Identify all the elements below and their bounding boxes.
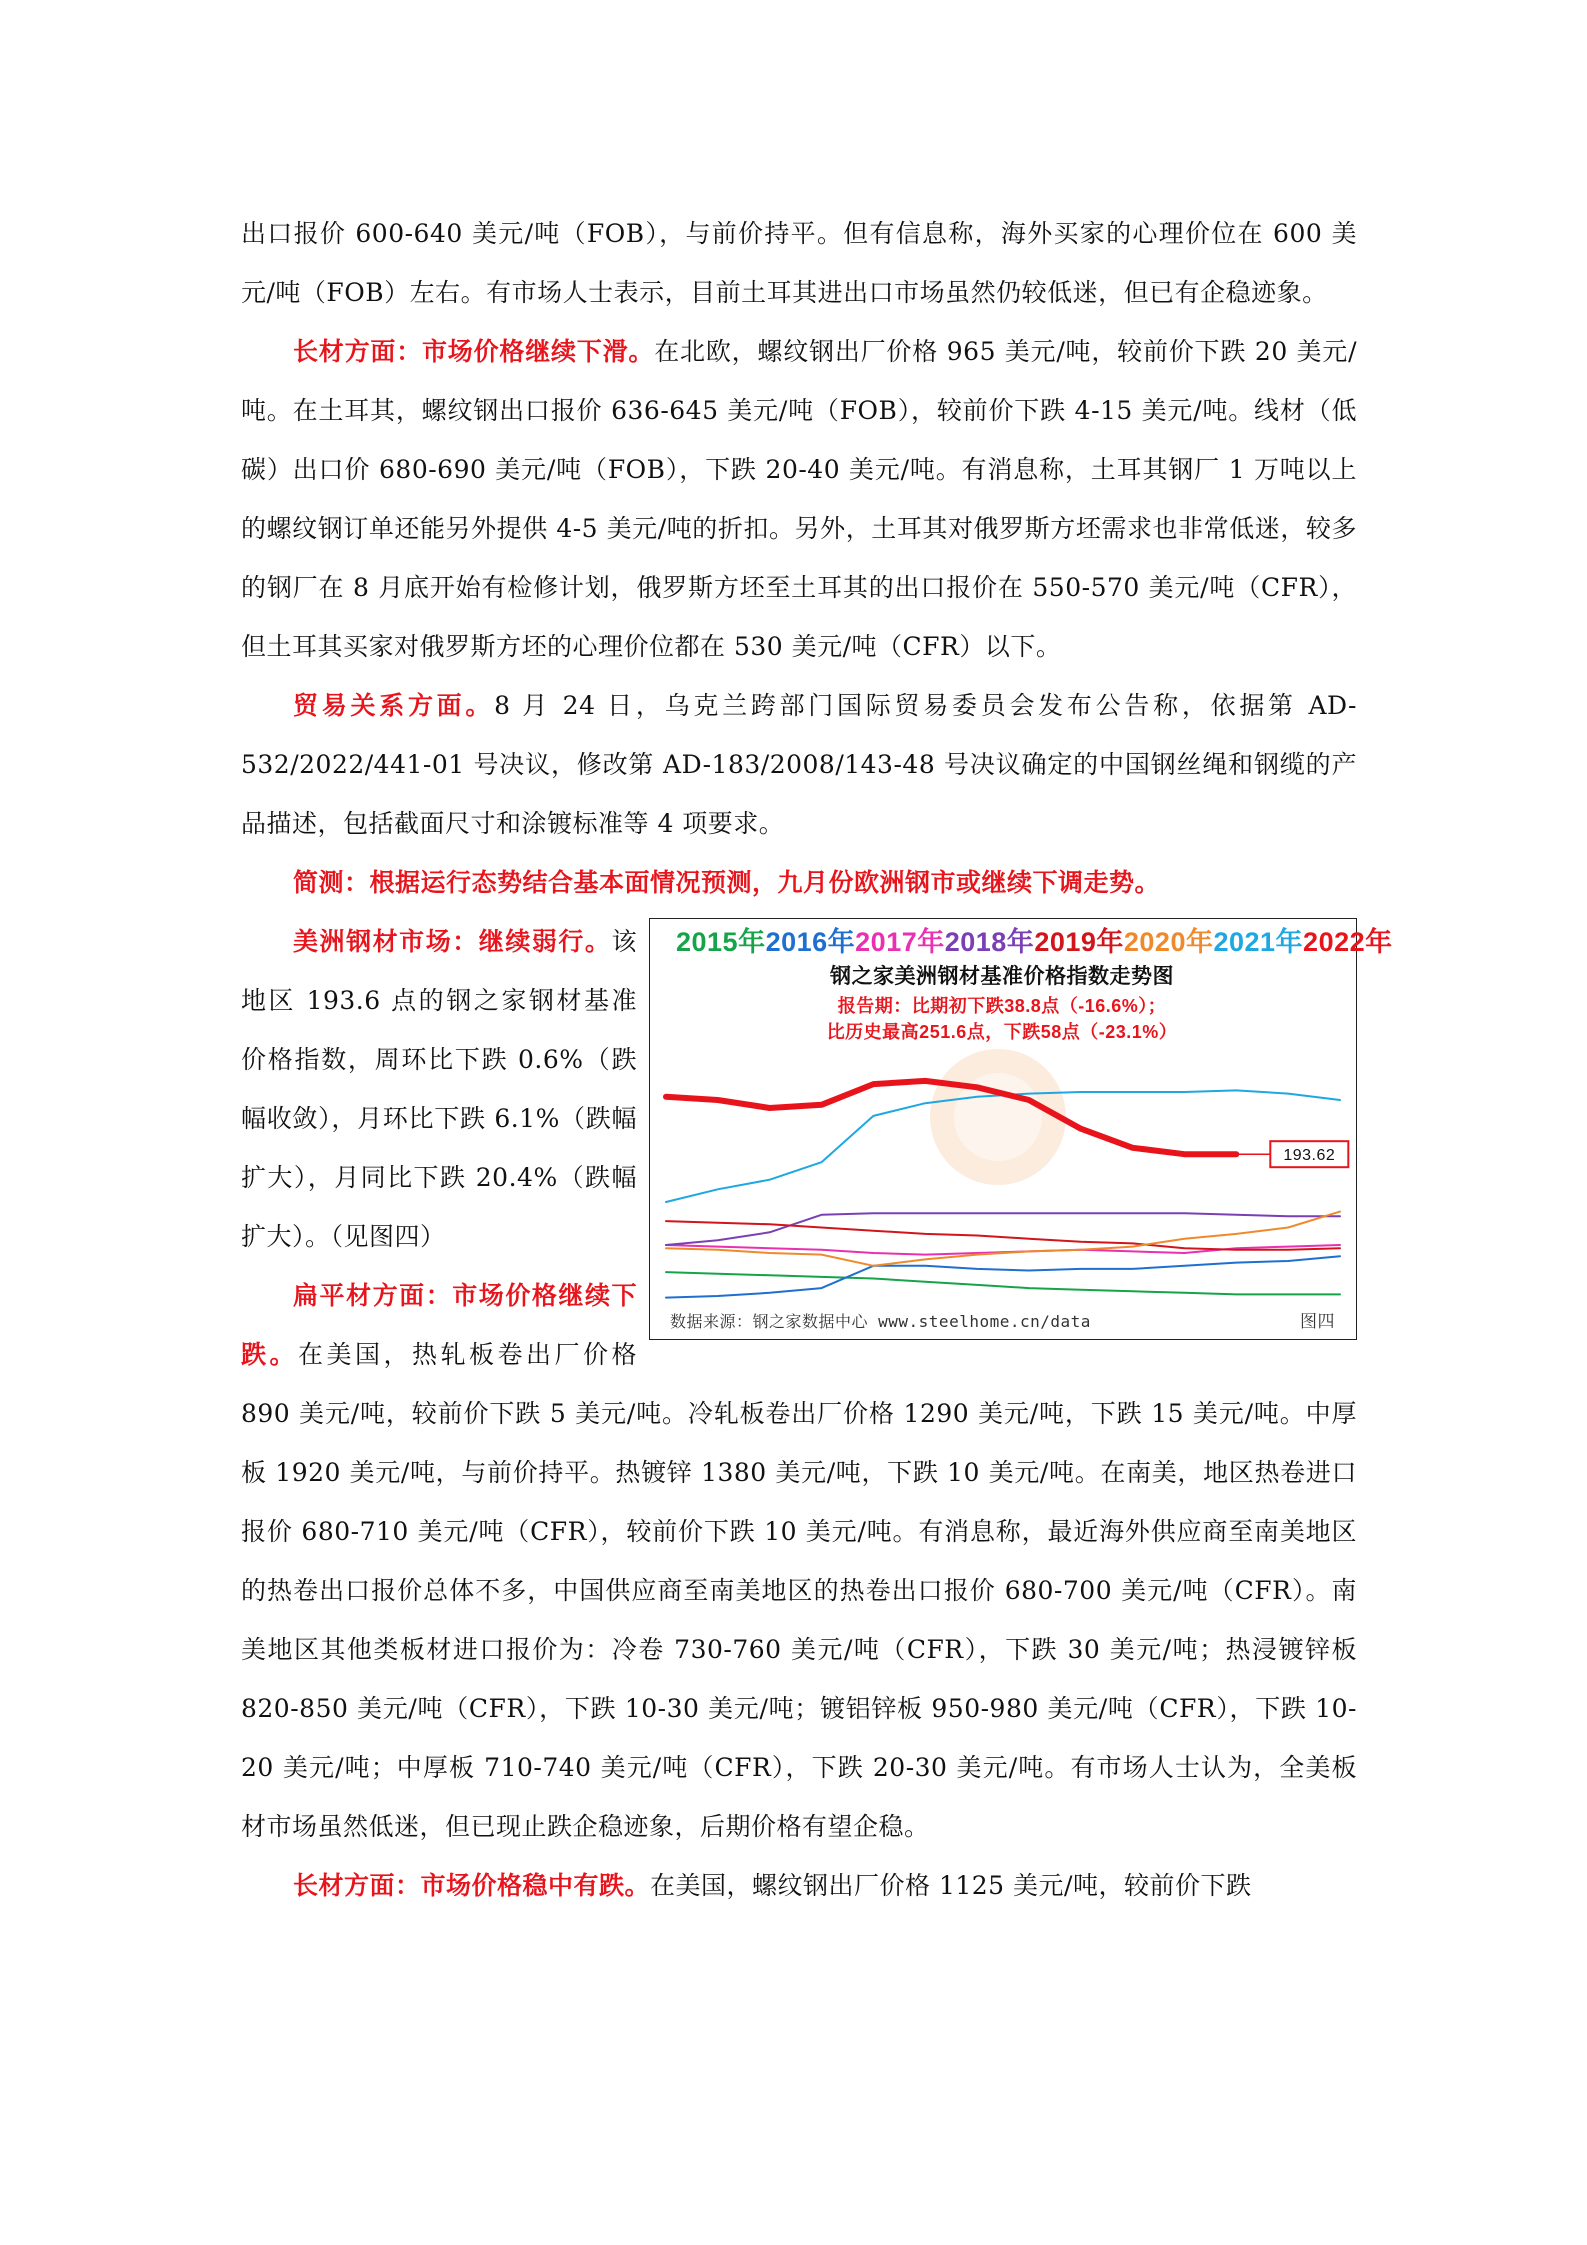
document-body [241,204,1393,1915]
paragraph-text: 在美国，螺纹钢出厂价格 1125 美元/吨，较前价下跌 [650,1871,1252,1900]
legend-2018: 2018年 [944,927,1035,957]
legend-2020: 2020年 [1123,927,1214,957]
paragraph [241,853,1357,912]
section-heading: 扁平材方面：市场价格继续下跌。 [241,1281,637,1369]
legend-2021: 2021年 [1213,927,1304,957]
paragraph-text: 8 月 24 日，乌克兰跨部门国际贸易委员会发布公告称，依据第 AD-532/2022/441-01 号决议，修改第 AD-183/2008/143-48 号决议确定的中国钢丝绳和钢缆的产品描述，包括截面尺寸和涂镀标准等 4 项要求。 [241,691,1357,838]
end-value-label: 193.62 [1283,1147,1336,1165]
report-line-2: 比历史最高251.6点，下跌58点（-23.1%） [826,1022,1178,1042]
legend-2016: 2016年 [765,927,856,957]
paragraph [241,322,1357,676]
section-heading: 贸易关系方面。 [293,691,495,720]
data-source: 数据来源：钢之家数据中心 www.steelhome.cn/data [670,1312,1091,1331]
section-heading: 美洲钢材市场：继续弱行。 [293,927,612,956]
year-legend [676,926,1393,957]
paragraph [241,676,1357,853]
forecast-heading: 简测：根据运行态势结合基本面情况预测，九月份欧洲钢市或继续下调走势。 [293,868,1161,897]
legend-2022: 2022年 [1303,927,1393,957]
paragraph [241,1856,1357,1915]
paragraph-text: 该地区 193.6 点的钢之家钢材基准价格指数，周环比下跌 0.6%（跌幅收敛），月环比下跌 6.1%（跌幅扩大），月同比下跌 20.4%（跌幅扩大）。（见图四） [241,927,637,1251]
steelhome-watermark-logo [930,1049,1066,1185]
chart-title: 钢之家美洲钢材基准价格指数走势图 [830,965,1174,988]
series-line-2016年 [666,1256,1340,1297]
series-line-2018年 [666,1213,1340,1245]
paragraph-text: 在美国，热轧板卷出厂价格 890 美元/吨，较前价下跌 5 美元/吨。冷轧板卷出厂价格 1290 美元/吨，下跌 15 美元/吨。中厚板 1920 美元/吨，与前价持平。热镀锌 1380 美元/吨，下跌 10 美元/吨。在南美，地区热卷进口报价 680-710 美元/吨（CFR），较前价下跌 10 美元/吨。有消息称，最近海外供应商至南美地区的热卷出口报价总体不多，中国供应商至南美地区的热卷出口报价 680-700 美元/吨（CFR）。南美地区其他类板材进口报价为：冷卷 730-760 美元/吨（CFR），下跌 30 美元/吨；热浸镀锌板 820-850 美元/吨（CFR），下跌 10-30 美元/吨；镀铝锌板 950-980 美元/吨（CFR），下跌 10-20 美元/吨；中厚板 710-740 美元/吨（CFR），下跌 20-30 美元/吨。有市场人士认为，全美板材市场虽然低迷，但已现止跌企稳迹象，后期价格有望企稳。 [241,1340,1357,1841]
price-index-figure [649,918,1393,1340]
paragraph: 出口报价 600-640 美元/吨（FOB），与前价持平。但有信息称，海外买家的心理价位在 600 美元/吨（FOB）左右。有市场人士表示，目前土耳其进出口市场虽然仍较低迷，但已有企稳迹象。 [241,219,1357,307]
series-line-2015年 [666,1272,1340,1294]
section-heading: 长材方面：市场价格继续下滑。 [293,337,655,366]
price-index-chart [650,919,1393,1338]
legend-2015: 2015年 [676,927,766,957]
figure-label: 图四 [1300,1312,1335,1332]
legend-2017: 2017年 [855,927,945,957]
series-line-2019年 [666,1221,1340,1250]
paragraph [241,1266,1357,1856]
paragraph-text: 在北欧，螺纹钢出厂价格 965 美元/吨，较前价下跌 20 美元/吨。在土耳其，螺纹钢出口报价 636-645 美元/吨（FOB），较前价下跌 4-15 美元/吨。线材（低碳）出口价 680-690 美元/吨（FOB），下跌 20-40 美元/吨。有消息称，土耳其钢厂 1 万吨以上的螺纹钢订单还能另外提供 4-5 美元/吨的折扣。另外，土耳其对俄罗斯方坯需求也非常低迷，较多的钢厂在 8 月底开始有检修计划，俄罗斯方坯至土耳其的出口报价在 550-570 美元/吨（CFR），但土耳其买家对俄罗斯方坯的心理价位都在 530 美元/吨（CFR）以下。 [241,337,1357,661]
section-heading: 长材方面：市场价格稳中有跌。 [293,1871,651,1900]
report-line-1: 报告期：比期初下跌38.8点（-16.6%）； [837,996,1167,1016]
legend-2019: 2019年 [1034,927,1124,957]
series-line-2020年 [666,1212,1340,1266]
